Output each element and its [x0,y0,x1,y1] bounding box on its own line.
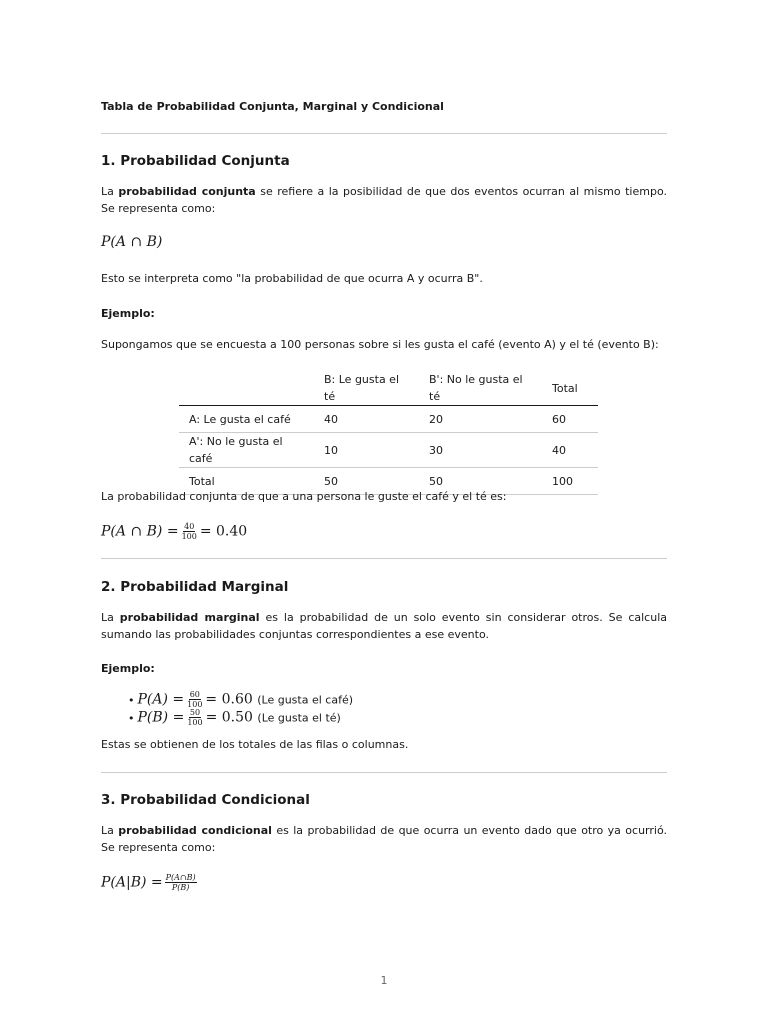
fraction-denominator: P(B) [171,883,190,892]
divider [101,558,667,559]
math-rhs: = 0.60 [205,691,253,708]
table-header-cell: B: Le gusta el té [314,371,419,406]
joint-conclusion: La probabilidad conjunta de que a una persona le guste el café y el té es: [101,490,507,503]
table-cell: 20 [419,406,542,433]
fraction [186,690,203,709]
fraction-numerator: P(A∩B) [165,873,196,882]
fraction-denominator: 100 [181,532,197,541]
table-row [179,433,598,468]
fraction [181,522,198,541]
table-cell: 100 [542,468,598,495]
conditional-intro-paragraph [101,822,667,856]
survey-table [179,371,598,495]
table-header-cell: Total [542,371,598,406]
example-label: Ejemplo: [101,307,155,320]
math-rhs: = 0.50 [205,709,253,726]
table-cell: 60 [542,406,598,433]
fraction-denominator: 100 [187,718,203,727]
table-cell: 50 [314,468,419,495]
joint-result-formula [101,522,667,541]
page-number: 1 [380,974,388,987]
conditional-formula [101,873,667,892]
marginal-examples-list [128,690,353,726]
fraction [186,708,203,727]
table-row [179,406,598,433]
math-lhs: P(A|B) = [101,874,163,891]
list-item [128,708,353,726]
example-text: Supongamos que se encuesta a 100 personas sobre si les gusta el café (evento A) y el té (evento B): [101,338,659,351]
divider [101,772,667,773]
joint-formula: P(A ∩ B) [101,234,163,250]
joint-intro-paragraph [101,183,667,217]
fraction-numerator: 60 [189,690,200,699]
bold-term: probabilidad conjunta [118,185,256,198]
text-segment: La [101,824,119,837]
list-item [128,690,353,708]
bullet-marker: • [128,711,135,725]
fraction-numerator: 40 [184,522,195,531]
text-segment: es la probabilidad de un solo evento sin considerar otros. Se calcula sumando las probabilidades conjuntas correspondientes a ese evento. [101,611,667,641]
section-heading-marginal: 2. Probabilidad Marginal [101,579,289,595]
fraction-numerator: 50 [189,708,201,717]
section-heading-joint: 1. Probabilidad Conjunta [101,153,290,169]
marginal-intro-paragraph [101,609,667,643]
bold-term: probabilidad marginal [119,611,260,624]
math-lhs: P(A ∩ B) = [101,523,179,540]
bullet-marker: • [128,693,135,707]
math-lhs: P(B) = [137,709,185,726]
table-cell: A: Le gusta el café [179,406,314,433]
table-header-row [179,371,598,406]
bold-term: probabilidad condicional [118,824,272,837]
joint-interpretation: Esto se interpreta como "la probabilidad de que ocurra A y ocurra B". [101,272,483,285]
section-heading-conditional: 3. Probabilidad Condicional [101,792,310,808]
text-segment: se refiere a la posibilidad de que dos eventos ocurran al mismo tiempo. Se representa como: [101,185,667,215]
math-rhs: = 0.40 [199,523,248,540]
table-cell: 10 [314,433,419,468]
text-segment: La [101,611,120,624]
marginal-closing: Estas se obtienen de los totales de las filas o columnas. [101,738,409,751]
table-header-cell [179,371,314,406]
item-note: (Le gusta el café) [257,693,354,707]
fraction [165,873,197,892]
table-cell: Total [179,468,314,495]
table-cell: 40 [314,406,419,433]
text-segment: La [101,185,119,198]
item-note: (Le gusta el té) [257,711,341,725]
fraction-denominator: 100 [187,700,203,709]
divider [101,133,667,134]
table-cell: 50 [419,468,542,495]
math-lhs: P(A) = [137,691,185,708]
table-cell: 40 [542,433,598,468]
example-label: Ejemplo: [101,662,155,675]
table-cell: A': No le gusta el café [179,433,314,468]
table-header-cell: B': No le gusta el té [419,371,542,406]
text-segment: es la probabilidad de que ocurra un evento dado que otro ya ocurrió. Se representa como: [101,824,667,854]
table-cell: 30 [419,433,542,468]
document-title: Tabla de Probabilidad Conjunta, Marginal y Condicional [101,100,444,113]
